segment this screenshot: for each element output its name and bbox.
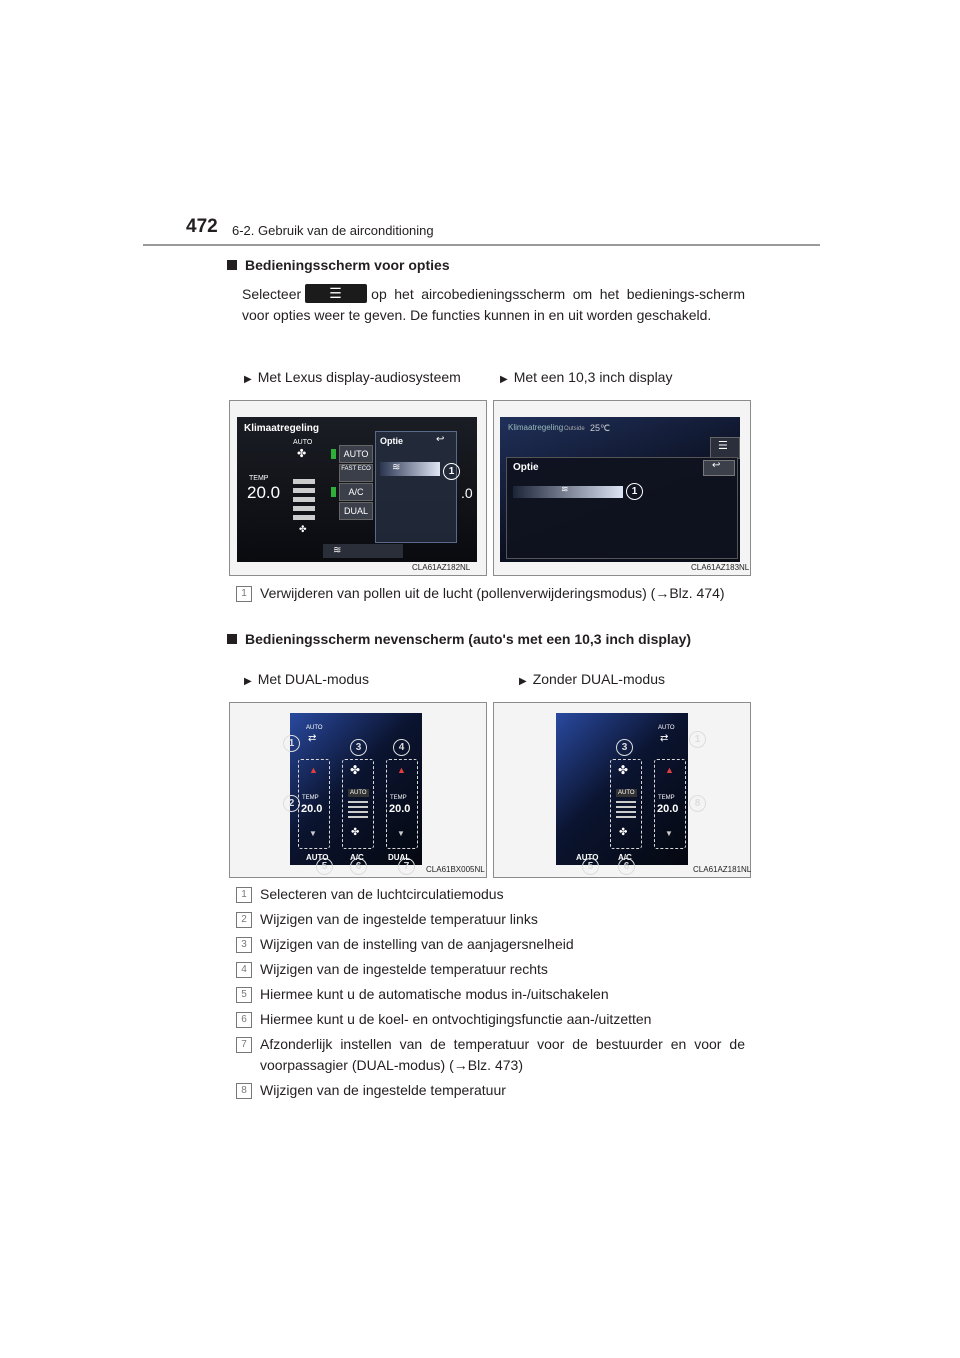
screen-lexus [237,417,477,562]
pollen-icon: ≋ [392,462,401,473]
fan-small-icon: ✤ [299,525,307,535]
arrow-down-icon[interactable]: ▼ [665,829,673,838]
square-bullet-icon [227,634,237,644]
figure-options-lexus-display [229,400,487,576]
screen-title: Klimaatregeling [508,423,564,432]
square-bullet-icon [227,260,237,270]
figure-code: CLA61AZ181NL [693,865,752,874]
fan-small-icon: ✤ [351,827,360,838]
callout-3: 3 [350,739,367,756]
fan-icon: ✤ [297,447,307,460]
option-window [506,457,738,559]
screen-10-inch [500,417,740,562]
temp-label: TEMP [658,795,675,801]
caption-dual-mode: ▶ Met DUAL-modus [244,671,369,687]
legend-number: 2 [236,912,252,928]
caption-lexus-display: ▶ Met Lexus display-audiosysteem [244,369,461,385]
callout-1: 1 [283,735,300,752]
callout-5: 5 [582,858,599,875]
fan-auto-label: AUTO [618,790,635,796]
legend-item-pollen: Verwijderen van pollen uit de lucht (pollenverwijderingsmodus) (→Blz. 474) [260,585,725,601]
arrow-up-icon[interactable]: ▲ [665,765,674,775]
legend-number: 1 [236,586,252,602]
pollen-button[interactable] [380,462,440,476]
page-number: 472 [186,216,218,237]
subscreen-dual [290,713,422,865]
callout-1: 1 [443,463,460,480]
triangle-bullet-icon: ▶ [519,676,527,687]
fan-level-bars [348,801,368,821]
legend-number: 4 [236,962,252,978]
triangle-bullet-icon: ▶ [244,676,252,687]
fan-icon: ✤ [618,763,629,777]
temp-label: TEMP [390,795,407,801]
temp-value: 20.0 [247,483,281,502]
caption-without-dual: ▶ Zonder DUAL-modus [519,671,665,687]
temp-label: TEMP [302,795,319,801]
legend-item-7: Afzonderlijk instellen van de temperatuur voor de bestuurder en voor de voorpassagier (DUAL-modus) (→Blz. 473) [260,1036,745,1073]
temp-right-value: 20.0 [389,803,411,815]
callout-3: 3 [616,739,633,756]
arrow-down-icon[interactable]: ▼ [397,829,405,838]
figure-code: CLA61AZ182NL [412,563,471,572]
callout-6: 6 [350,858,367,875]
callout-7: 7 [398,858,415,875]
ac-indicator [331,487,336,497]
back-icon: ↩ [712,460,721,471]
subscreen-no-dual [556,713,688,865]
auto-indicator [331,449,336,459]
legend-number: 6 [236,1012,252,1028]
auto-label: AUTO [293,439,313,446]
legend-item-5: Hiermee kunt u de automatische modus in-/uitschakelen [260,986,609,1002]
outside-temp: 25℃ [590,423,611,433]
figure-options-10-inch [493,400,751,576]
figure-subscreen-no-dual [493,702,751,878]
option-window [375,431,457,543]
section-title-options: Bedieningsscherm voor opties [227,257,450,273]
figure-subscreen-dual [229,702,487,878]
arrow-down-icon[interactable]: ▼ [309,829,317,838]
callout-2: 2 [283,795,300,812]
triangle-bullet-icon: ▶ [500,374,508,385]
header-rule [143,244,820,246]
dual-button[interactable]: DUAL [339,502,373,520]
callout-4: 4 [393,739,410,756]
triangle-bullet-icon: ▶ [244,374,252,385]
fan-small-icon: ✤ [619,827,628,838]
callout-1: 1 [626,483,643,500]
airflow-icon: ≋ [333,545,342,556]
fast-eco-button[interactable]: FAST ECO [339,464,373,482]
temp-value: 20.0 [657,803,679,815]
fan-icon: ✤ [350,763,361,777]
legend-number: 8 [236,1083,252,1099]
figure-code: CLA61BX005NL [426,865,485,874]
auto-button[interactable]: AUTO [339,445,373,463]
recirculation-icon[interactable]: ⇄ [308,733,317,744]
partial-temp: .0 [461,485,473,501]
legend-number: 1 [236,887,252,903]
legend-item-6: Hiermee kunt u de koel- en ontvochtigingsfunctie aan-/uitzetten [260,1011,652,1027]
outside-label: Outside [564,426,585,432]
legend-item-2: Wijzigen van de ingestelde temperatuur links [260,911,538,927]
fan-level-bars [293,479,315,523]
legend-item-4: Wijzigen van de ingestelde temperatuur rechts [260,961,548,977]
callout-1: 1 [689,731,706,748]
ac-button[interactable]: A/C [339,483,373,501]
auto-label: AUTO [658,725,675,731]
section-title-subscreen: Bedieningsscherm nevenscherm (auto's met een 10,3 inch display) [227,631,691,647]
pollen-icon: ≋ [561,485,569,495]
menu-icon: ☰ [718,439,728,452]
dual-button[interactable]: DUAL [388,853,411,862]
ac-button[interactable]: A/C [350,853,364,862]
callout-6: 6 [618,858,635,875]
screen-title: Klimaatregeling [244,423,320,434]
figure-code: CLA61AZ183NL [691,563,750,572]
legend-number: 7 [236,1037,252,1053]
caption-10-inch-display: ▶ Met een 10,3 inch display [500,369,673,385]
fan-level-bars [616,801,636,821]
options-menu-button-icon [305,284,367,303]
ac-button[interactable]: A/C [618,853,632,862]
callout-8: 8 [689,795,706,812]
legend-item-3: Wijzigen van de instelling van de aanjagersnelheid [260,936,574,952]
arrow-up-icon[interactable]: ▲ [397,765,406,775]
arrow-up-icon[interactable]: ▲ [309,765,318,775]
option-title: Optie [513,462,539,473]
fan-auto-label: AUTO [350,790,367,796]
auto-label: AUTO [306,725,323,731]
options-intro-text: Selecteer☰ op het aircobedieningsscherm om het bedienings-scherm voor opties weer te geven. De functies kunnen in en uit worden geschakeld. [242,284,745,326]
chapter-title: 6-2. Gebruik van de airconditioning [232,223,434,238]
auto-button[interactable]: AUTO [306,853,329,862]
recirculation-icon[interactable]: ⇄ [660,733,669,744]
legend-number: 3 [236,937,252,953]
auto-button[interactable]: AUTO [576,853,599,862]
back-icon[interactable]: ↩ [436,434,445,445]
option-title: Optie [380,436,404,446]
temp-label: TEMP [249,475,269,482]
temp-left-value: 20.0 [301,803,323,815]
callout-5: 5 [316,858,333,875]
legend-item-1: Selecteren van de luchtcirculatiemodus [260,886,504,902]
legend-item-8: Wijzigen van de ingestelde temperatuur [260,1082,506,1098]
legend-number: 5 [236,987,252,1003]
